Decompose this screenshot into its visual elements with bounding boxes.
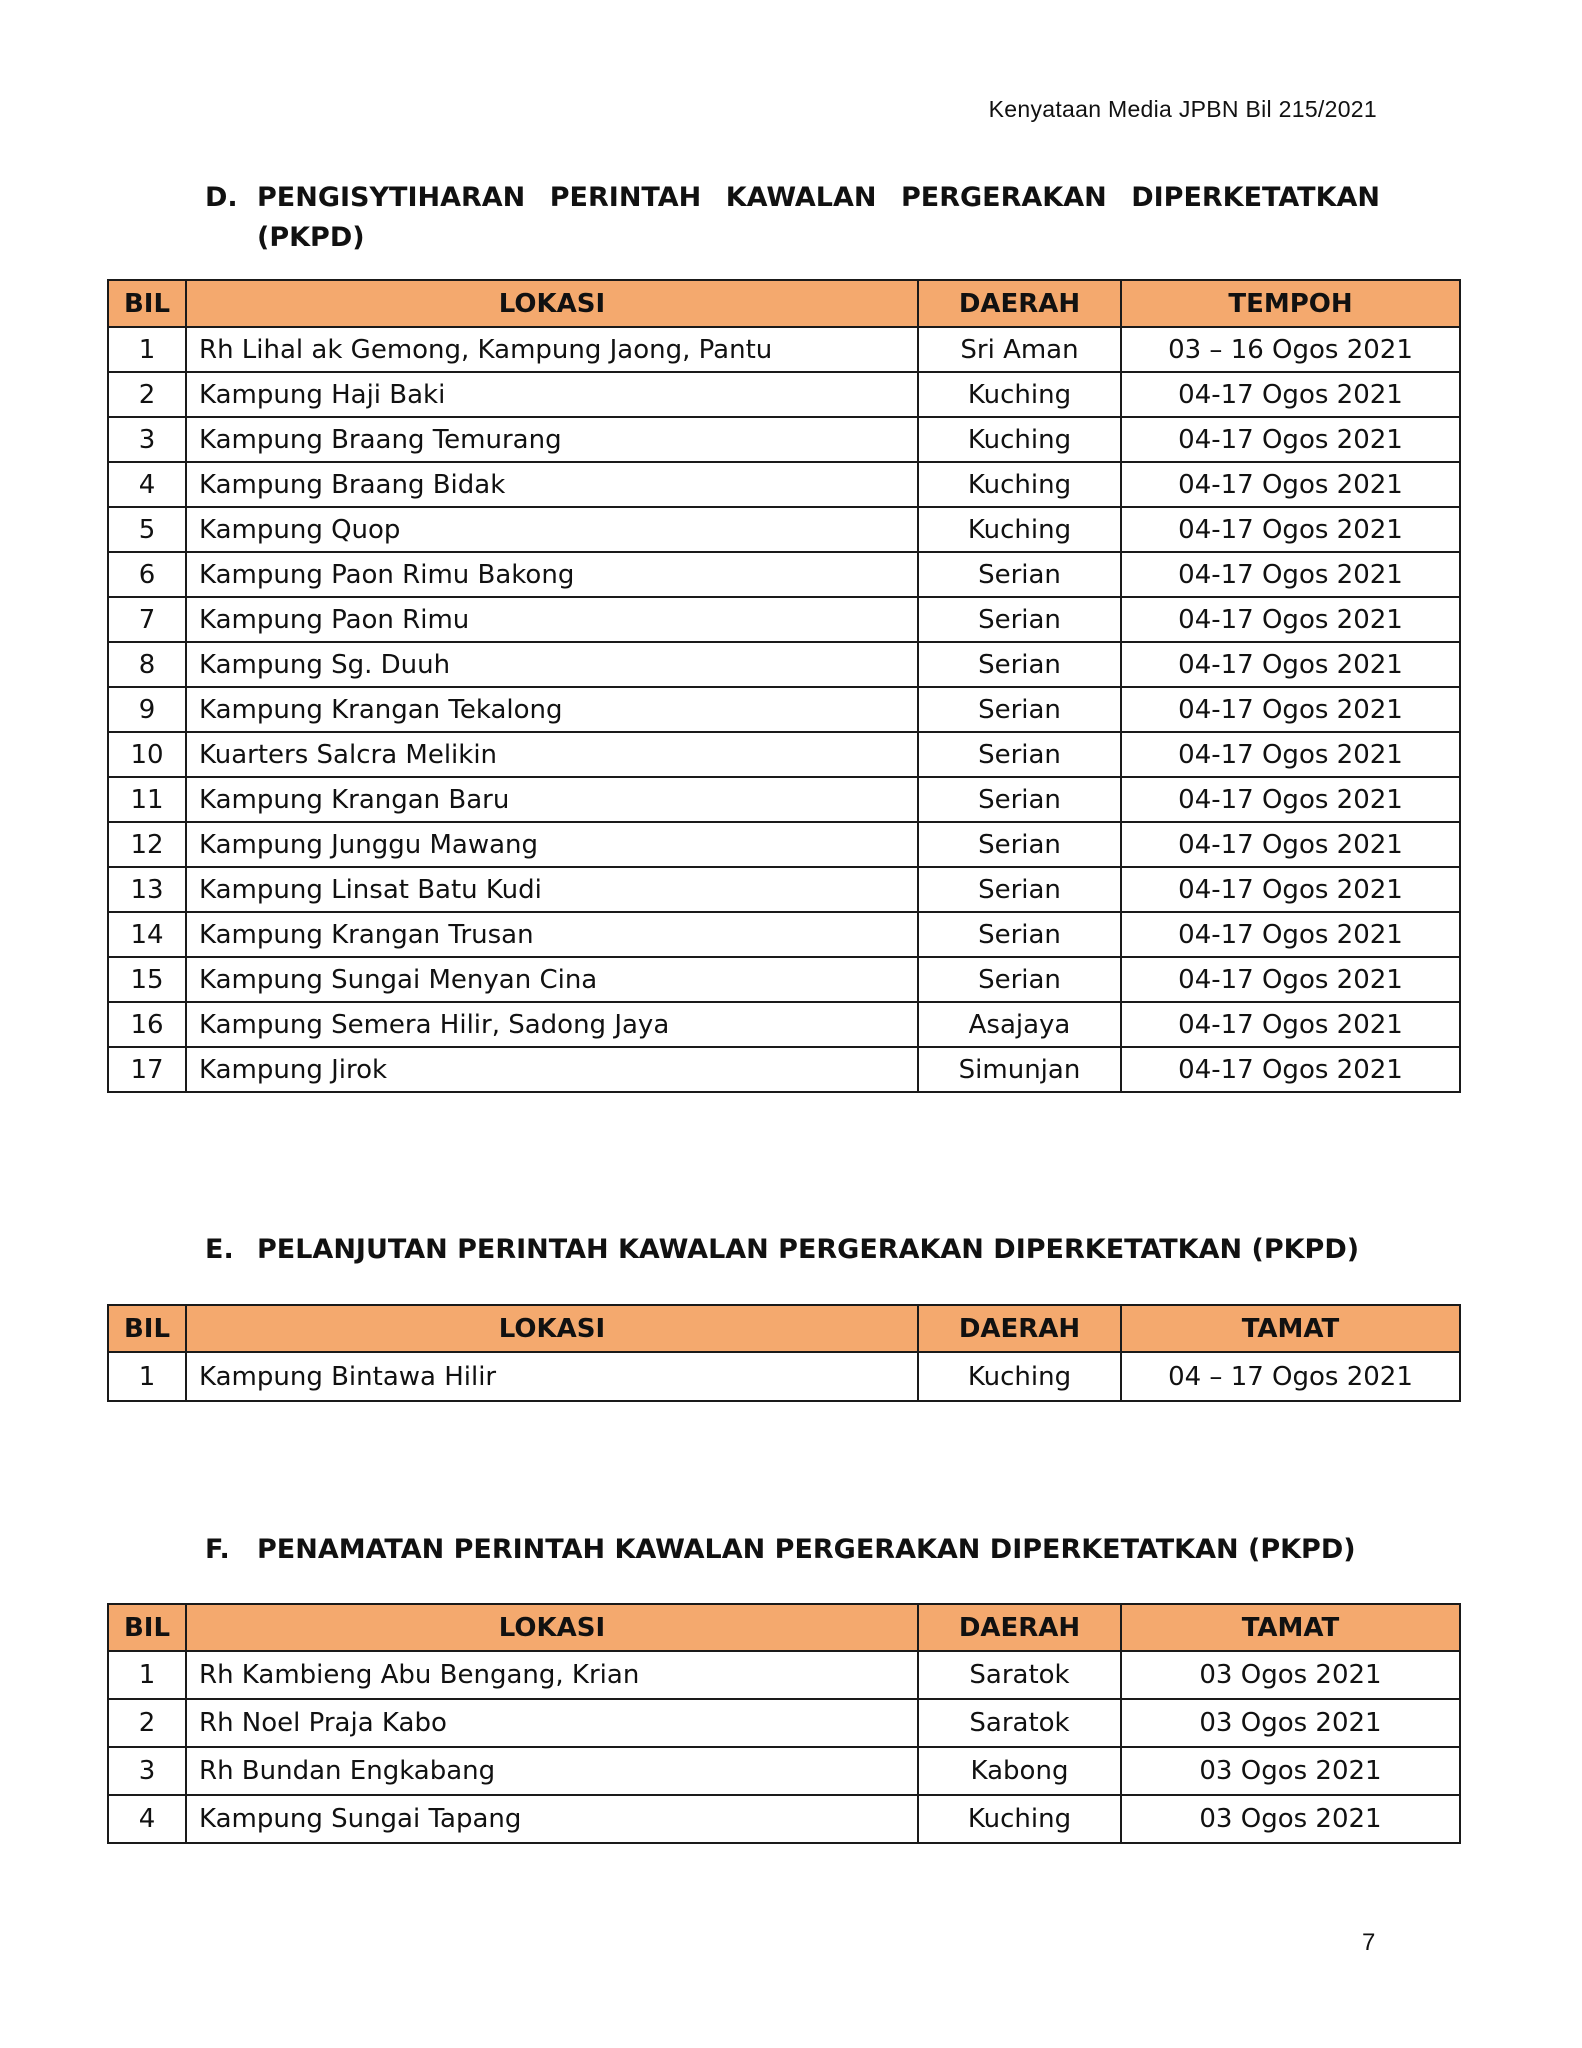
cell-bil: 10 <box>108 732 186 777</box>
cell-lokasi: Kampung Jirok <box>186 1047 918 1092</box>
cell-daerah: Serian <box>918 957 1121 1002</box>
table-row <box>108 642 1460 687</box>
cell-lokasi: Kampung Sungai Tapang <box>186 1795 918 1843</box>
cell-bil: 1 <box>108 327 186 372</box>
column-header-daerah: DAERAH <box>918 1604 1121 1651</box>
cell-bil: 4 <box>108 462 186 507</box>
table-row <box>108 327 1460 372</box>
cell-tempoh: 03 Ogos 2021 <box>1121 1795 1460 1843</box>
cell-tempoh: 04-17 Ogos 2021 <box>1121 1047 1460 1092</box>
cell-daerah: Kuching <box>918 1352 1121 1401</box>
column-header-tempoh: TEMPOH <box>1121 280 1460 327</box>
cell-tempoh: 03 – 16 Ogos 2021 <box>1121 327 1460 372</box>
pkpd-declaration-table <box>107 279 1461 1093</box>
cell-tempoh: 03 Ogos 2021 <box>1121 1699 1460 1747</box>
section-d-heading <box>205 178 1380 258</box>
page-number: 7 <box>1362 1929 1376 1956</box>
cell-daerah: Sri Aman <box>918 327 1121 372</box>
table-row <box>108 597 1460 642</box>
table-row <box>108 1651 1460 1699</box>
column-header-lokasi: LOKASI <box>186 280 918 327</box>
section-e-title: PELANJUTAN PERINTAH KAWALAN PERGERAKAN DIPERKETATKAN (PKPD) <box>257 1234 1360 1265</box>
cell-daerah: Serian <box>918 597 1121 642</box>
section-e-letter: E. <box>205 1234 234 1265</box>
document-header: Kenyataan Media JPBN Bil 215/2021 <box>988 96 1377 122</box>
cell-lokasi: Kampung Haji Baki <box>186 372 918 417</box>
cell-bil: 14 <box>108 912 186 957</box>
table-body <box>108 327 1460 1092</box>
table-body <box>108 1651 1460 1843</box>
cell-bil: 4 <box>108 1795 186 1843</box>
cell-bil: 8 <box>108 642 186 687</box>
cell-lokasi: Kampung Semera Hilir, Sadong Jaya <box>186 1002 918 1047</box>
cell-daerah: Serian <box>918 822 1121 867</box>
cell-lokasi: Kampung Junggu Mawang <box>186 822 918 867</box>
table-row <box>108 867 1460 912</box>
section-f-heading <box>205 1530 1380 1570</box>
cell-daerah: Serian <box>918 867 1121 912</box>
table-header-row <box>108 1305 1460 1352</box>
cell-tempoh: 04-17 Ogos 2021 <box>1121 867 1460 912</box>
cell-tempoh: 04-17 Ogos 2021 <box>1121 957 1460 1002</box>
cell-bil: 2 <box>108 1699 186 1747</box>
cell-bil: 17 <box>108 1047 186 1092</box>
cell-bil: 3 <box>108 417 186 462</box>
table-row <box>108 687 1460 732</box>
column-header-lokasi: LOKASI <box>186 1604 918 1651</box>
cell-lokasi: Kampung Krangan Trusan <box>186 912 918 957</box>
cell-tempoh: 03 Ogos 2021 <box>1121 1651 1460 1699</box>
cell-tempoh: 04-17 Ogos 2021 <box>1121 687 1460 732</box>
cell-tempoh: 04-17 Ogos 2021 <box>1121 642 1460 687</box>
cell-lokasi: Kampung Braang Temurang <box>186 417 918 462</box>
cell-daerah: Kuching <box>918 417 1121 462</box>
cell-lokasi: Kampung Sungai Menyan Cina <box>186 957 918 1002</box>
section-e-heading <box>205 1230 1380 1270</box>
section-f-title: PENAMATAN PERINTAH KAWALAN PERGERAKAN DIPERKETATKAN (PKPD) <box>257 1534 1356 1565</box>
table-row <box>108 507 1460 552</box>
cell-bil: 13 <box>108 867 186 912</box>
pkpd-extension-table <box>107 1304 1461 1402</box>
section-d-title: PENGISYTIHARAN PERINTAH KAWALAN PERGERAKAN DIPERKETATKAN (PKPD) <box>257 182 1380 253</box>
section-f-letter: F. <box>205 1534 230 1565</box>
cell-tempoh: 04-17 Ogos 2021 <box>1121 912 1460 957</box>
cell-daerah: Kuching <box>918 507 1121 552</box>
column-header-bil: BIL <box>108 1604 186 1651</box>
table-row <box>108 1047 1460 1092</box>
table-body <box>108 1352 1460 1401</box>
cell-daerah: Kuching <box>918 462 1121 507</box>
cell-bil: 9 <box>108 687 186 732</box>
cell-tempoh: 04-17 Ogos 2021 <box>1121 462 1460 507</box>
cell-lokasi: Rh Noel Praja Kabo <box>186 1699 918 1747</box>
table-row <box>108 1002 1460 1047</box>
cell-lokasi: Rh Bundan Engkabang <box>186 1747 918 1795</box>
cell-bil: 1 <box>108 1352 186 1401</box>
column-header-tamat: TAMAT <box>1121 1305 1460 1352</box>
section-d-letter: D. <box>205 182 238 213</box>
cell-daerah: Simunjan <box>918 1047 1121 1092</box>
table-row <box>108 822 1460 867</box>
cell-bil: 3 <box>108 1747 186 1795</box>
cell-tempoh: 04-17 Ogos 2021 <box>1121 732 1460 777</box>
cell-daerah: Serian <box>918 732 1121 777</box>
cell-lokasi: Kampung Krangan Baru <box>186 777 918 822</box>
cell-tempoh: 04-17 Ogos 2021 <box>1121 372 1460 417</box>
cell-daerah: Serian <box>918 552 1121 597</box>
cell-lokasi: Kampung Krangan Tekalong <box>186 687 918 732</box>
cell-bil: 5 <box>108 507 186 552</box>
cell-daerah: Serian <box>918 687 1121 732</box>
table-row <box>108 912 1460 957</box>
cell-daerah: Kuching <box>918 1795 1121 1843</box>
cell-bil: 15 <box>108 957 186 1002</box>
table-header-row <box>108 280 1460 327</box>
table-row <box>108 417 1460 462</box>
table-row <box>108 1747 1460 1795</box>
column-header-tamat: TAMAT <box>1121 1604 1460 1651</box>
cell-lokasi: Kampung Paon Rimu <box>186 597 918 642</box>
cell-lokasi: Kuarters Salcra Melikin <box>186 732 918 777</box>
cell-tempoh: 04-17 Ogos 2021 <box>1121 777 1460 822</box>
table-header-row <box>108 1604 1460 1651</box>
table-row <box>108 777 1460 822</box>
column-header-daerah: DAERAH <box>918 280 1121 327</box>
cell-tempoh: 04 – 17 Ogos 2021 <box>1121 1352 1460 1401</box>
cell-bil: 7 <box>108 597 186 642</box>
cell-tempoh: 04-17 Ogos 2021 <box>1121 417 1460 462</box>
cell-tempoh: 04-17 Ogos 2021 <box>1121 1002 1460 1047</box>
cell-daerah: Asajaya <box>918 1002 1121 1047</box>
cell-daerah: Saratok <box>918 1699 1121 1747</box>
cell-lokasi: Kampung Braang Bidak <box>186 462 918 507</box>
table-row <box>108 1352 1460 1401</box>
cell-daerah: Saratok <box>918 1651 1121 1699</box>
cell-bil: 2 <box>108 372 186 417</box>
cell-bil: 1 <box>108 1651 186 1699</box>
cell-tempoh: 04-17 Ogos 2021 <box>1121 822 1460 867</box>
cell-daerah: Serian <box>918 642 1121 687</box>
table-row <box>108 732 1460 777</box>
cell-lokasi: Rh Lihal ak Gemong, Kampung Jaong, Pantu <box>186 327 918 372</box>
column-header-bil: BIL <box>108 280 186 327</box>
cell-tempoh: 04-17 Ogos 2021 <box>1121 597 1460 642</box>
cell-lokasi: Kampung Sg. Duuh <box>186 642 918 687</box>
cell-lokasi: Kampung Paon Rimu Bakong <box>186 552 918 597</box>
cell-bil: 11 <box>108 777 186 822</box>
cell-bil: 6 <box>108 552 186 597</box>
column-header-lokasi: LOKASI <box>186 1305 918 1352</box>
cell-daerah: Kabong <box>918 1747 1121 1795</box>
column-header-bil: BIL <box>108 1305 186 1352</box>
cell-lokasi: Kampung Bintawa Hilir <box>186 1352 918 1401</box>
cell-bil: 16 <box>108 1002 186 1047</box>
table-row <box>108 552 1460 597</box>
cell-daerah: Serian <box>918 777 1121 822</box>
column-header-daerah: DAERAH <box>918 1305 1121 1352</box>
cell-tempoh: 04-17 Ogos 2021 <box>1121 552 1460 597</box>
cell-daerah: Kuching <box>918 372 1121 417</box>
cell-bil: 12 <box>108 822 186 867</box>
table-row <box>108 462 1460 507</box>
cell-lokasi: Kampung Quop <box>186 507 918 552</box>
pkpd-termination-table <box>107 1603 1461 1844</box>
table-row <box>108 372 1460 417</box>
cell-daerah: Serian <box>918 912 1121 957</box>
cell-tempoh: 03 Ogos 2021 <box>1121 1747 1460 1795</box>
cell-lokasi: Kampung Linsat Batu Kudi <box>186 867 918 912</box>
table-row <box>108 1795 1460 1843</box>
cell-tempoh: 04-17 Ogos 2021 <box>1121 507 1460 552</box>
table-row <box>108 957 1460 1002</box>
table-row <box>108 1699 1460 1747</box>
cell-lokasi: Rh Kambieng Abu Bengang, Krian <box>186 1651 918 1699</box>
